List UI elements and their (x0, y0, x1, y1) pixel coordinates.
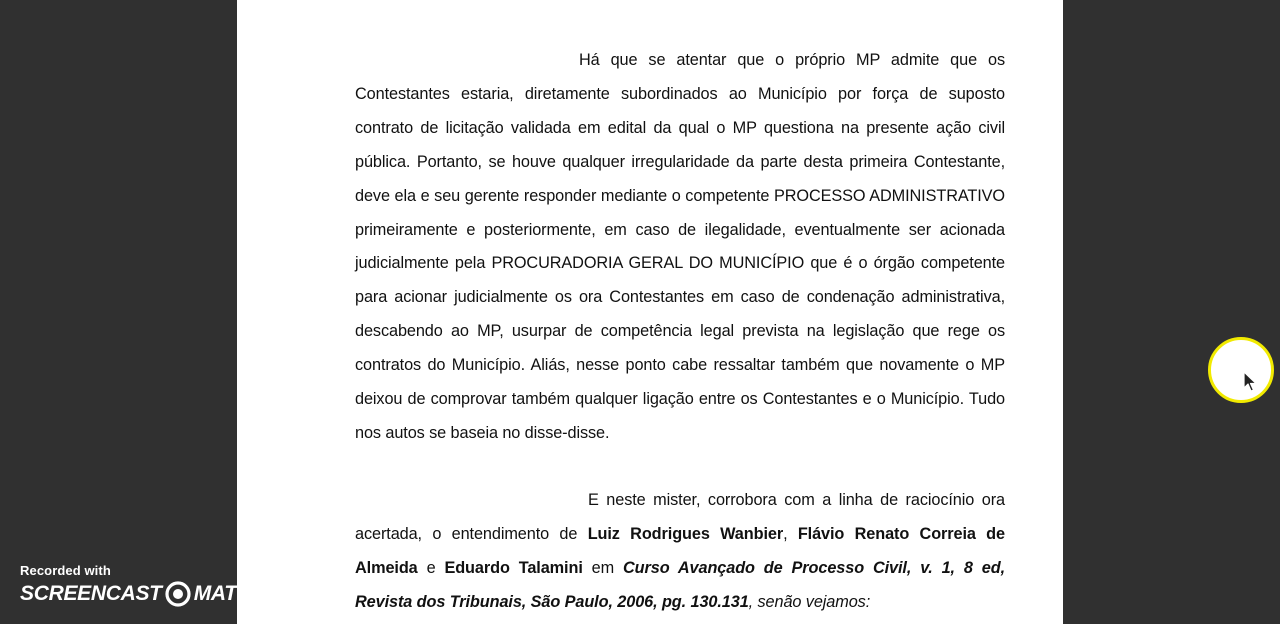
watermark-brand (20, 581, 257, 607)
paragraph-1 (355, 44, 1005, 451)
paragraph-2 (355, 484, 1005, 620)
citation: Curso Avançado de Processo Civil, v. 1, 8 ed, Revista dos Tribunais, São Paulo, 2006, pg. 130.131 (355, 558, 1005, 611)
watermark-caption: Recorded with (20, 563, 111, 578)
document-page (237, 0, 1063, 624)
separator: em (582, 558, 624, 577)
watermark-brand-right: MATIC (193, 582, 258, 605)
author-1: Luiz Rodrigues Wanbier (587, 524, 784, 543)
paragraph-1-text: Há que se atentar que o próprio MP admite que os Contestantes estaria, diretamente subordinados ao Município por força de suposto contrato de licitação validada em edital da qual o MP questiona na presente ação civil pública. Portanto, se houve qualquer irregularidade da parte desta primeira Contestante, deve ela e seu gerente responder mediante o competente PROCESSO ADMINISTRATIVO primeiramente e posteriormente, em caso de ilegalidade, eventualmente ser acionada judicialmente pela PROCURADORIA GERAL DO MUNICÍPIO que é o órgão competente para acionar judicialmente os ora Contestantes em caso de condenação administrativa, descabendo ao MP, usurpar de competência legal prevista na legislação que rege os contratos do Município. Aliás, nesse ponto cabe ressaltar também que novamente o MP deixou de comprovar também qualquer ligação entre os Contestantes e o Município. Tudo nos autos se baseia no disse-disse. (355, 51, 1005, 442)
screencast-watermark (20, 563, 257, 607)
paragraph-2-intro: E neste mister, corrobora com a linha de raciocínio ora acertada, o entendimento de (355, 491, 1005, 543)
author-3: Eduardo Talamini (444, 558, 583, 577)
author-2: Flávio Renato Correia de Almeida (355, 524, 1005, 577)
watermark-brand-left: SCREENCAST (20, 582, 162, 605)
paragraph-2-tail: , senão vejamos: (748, 592, 871, 611)
separator: e (417, 558, 445, 577)
mouse-pointer-icon (1243, 371, 1257, 393)
cursor-highlight-ring (1208, 337, 1274, 403)
separator: , (783, 524, 798, 543)
screencast-logo-icon (165, 581, 191, 607)
